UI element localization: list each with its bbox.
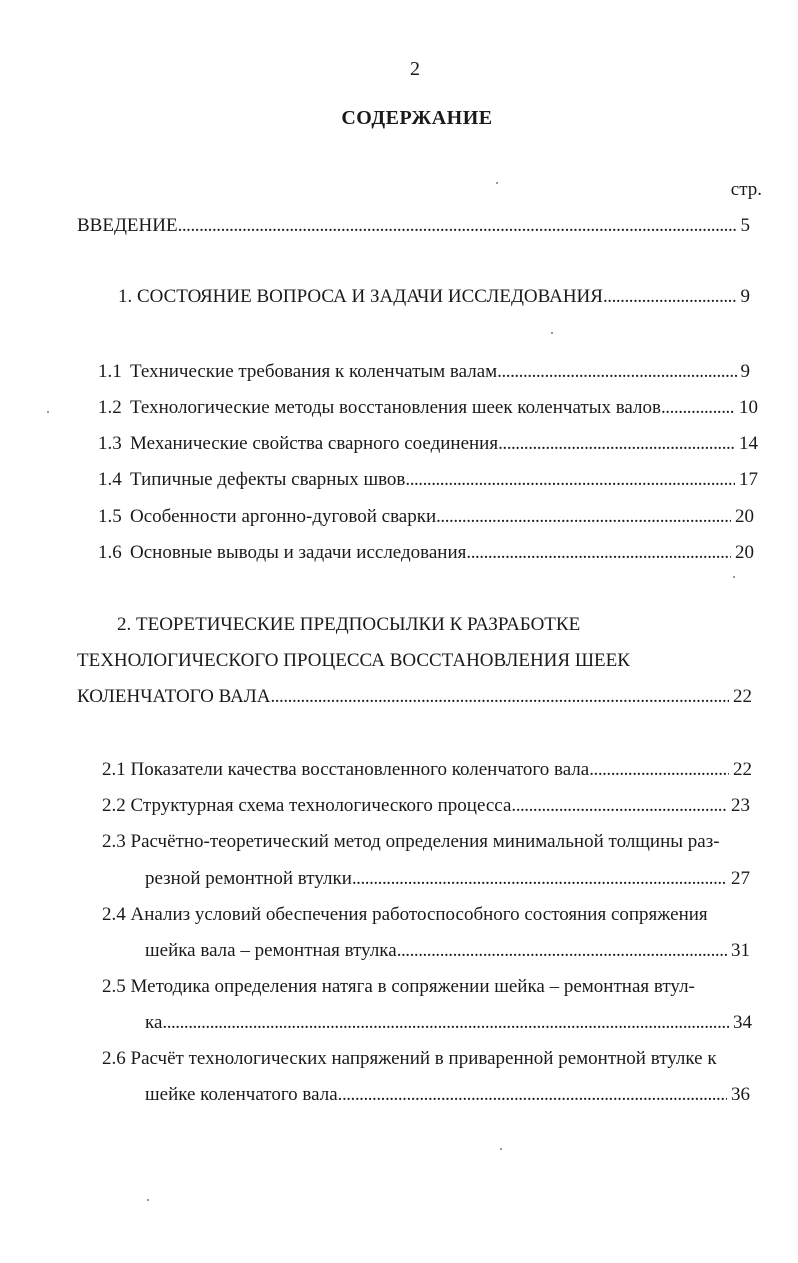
toc-entry-page: 20: [735, 542, 754, 563]
toc-entry-text: 2.1 Показатели качества восстановленного коленчатого вала: [102, 759, 590, 780]
page-column-label: стр.: [730, 179, 762, 200]
toc-entry-page: 9: [740, 286, 750, 307]
toc-entry-page: 22: [733, 759, 752, 780]
toc-entry-1-1: [98, 361, 750, 383]
toc-entry-text: резной ремонтной втулки: [145, 868, 352, 889]
toc-entry-page: 22: [733, 686, 752, 707]
toc-entry-number: 1.4: [98, 469, 122, 490]
toc-entry-text: ка: [145, 1012, 163, 1033]
scan-speck: [147, 1199, 149, 1201]
dot-leader: [511, 795, 727, 817]
toc-entry-2-5-line-1: 2.5 Методика определения натяга в сопряжении шейка – ремонтная втул-: [102, 976, 695, 997]
dot-leader: [498, 433, 735, 455]
toc-entry-page: 36: [731, 1084, 750, 1105]
toc-entry-page: 14: [739, 433, 758, 454]
scan-speck: [496, 182, 498, 184]
toc-entry-2-1: [102, 759, 752, 781]
dot-leader: [397, 940, 727, 962]
toc-entry-2-6: [145, 1084, 750, 1106]
dot-leader: [436, 506, 731, 528]
page-title: СОДЕРЖАНИЕ: [341, 107, 493, 129]
toc-entry-text: ВВЕДЕНИЕ: [77, 215, 178, 236]
toc-entry-2-2: [102, 795, 750, 817]
toc-entry-2-4-line-1: 2.4 Анализ условий обеспечения работоспособного состояния сопряжения: [102, 904, 708, 925]
toc-entry-page: 20: [735, 506, 754, 527]
toc-entry-2-4: [145, 940, 750, 962]
toc-entry-text: Технические требования к коленчатым валам: [130, 361, 498, 382]
toc-entry-chapter-2: [77, 686, 752, 708]
toc-entry-number: 1.5: [98, 506, 122, 527]
dot-leader: [603, 286, 737, 308]
toc-entry-text: 1. СОСТОЯНИЕ ВОПРОСА И ЗАДАЧИ ИССЛЕДОВАНИЯ: [118, 286, 603, 307]
dot-leader: [338, 1084, 727, 1106]
dot-leader: [589, 759, 729, 781]
toc-entry-1-5: [98, 506, 754, 528]
toc-entry-text: Технологические методы восстановления шеек коленчатых валов: [130, 397, 661, 418]
toc-entry-1-6: [98, 542, 754, 564]
toc-entry-text: шейка вала – ремонтная втулка: [145, 940, 397, 961]
toc-entry-2-3: [145, 868, 750, 890]
toc-chapter-2-line-1: 2. ТЕОРЕТИЧЕСКИЕ ПРЕДПОСЫЛКИ К РАЗРАБОТКЕ: [117, 614, 581, 635]
toc-entry-page: 34: [733, 1012, 752, 1033]
toc-entry-page: 23: [731, 795, 750, 816]
toc-entry-text: КОЛЕНЧАТОГО ВАЛА: [77, 686, 271, 707]
dot-leader: [405, 469, 735, 491]
dot-leader: [466, 542, 731, 564]
toc-entry-number: 1.6: [98, 542, 122, 563]
toc-entry-page: 27: [731, 868, 750, 889]
toc-entry-text: Особенности аргонно-дуговой сварки: [130, 506, 437, 527]
dot-leader: [162, 1012, 729, 1034]
toc-entry-page: 10: [739, 397, 758, 418]
toc-entry-2-5: [145, 1012, 752, 1034]
toc-entry-text: шейке коленчатого вала: [145, 1084, 338, 1105]
toc-chapter-2-line-2: ТЕХНОЛОГИЧЕСКОГО ПРОЦЕССА ВОССТАНОВЛЕНИЯ ШЕЕК: [77, 650, 630, 671]
scan-speck: [551, 332, 553, 334]
toc-entry-text: Основные выводы и задачи исследования: [130, 542, 467, 563]
dot-leader: [661, 397, 735, 419]
scan-speck: [500, 1148, 502, 1150]
toc-entry-number: 1.2: [98, 397, 122, 418]
toc-entry-intro: [77, 215, 750, 237]
dot-leader: [178, 215, 737, 237]
toc-entry-number: 1.1: [98, 361, 122, 382]
toc-entry-1-3: [98, 433, 758, 455]
toc-entry-page: 9: [740, 361, 750, 382]
toc-entry-text: 2.2 Структурная схема технологического процесса: [102, 795, 512, 816]
toc-entry-text: Механические свойства сварного соединения: [130, 433, 499, 454]
toc-entry-1-2: [98, 397, 758, 419]
toc-entry-page: 31: [731, 940, 750, 961]
toc-entry-text: Типичные дефекты сварных швов: [130, 469, 406, 490]
scan-speck: [47, 411, 49, 413]
page-number: 2: [410, 58, 420, 80]
dot-leader: [497, 361, 736, 383]
scan-speck: [733, 576, 735, 578]
toc-entry-1-4: [98, 469, 758, 491]
dot-leader: [270, 686, 729, 708]
toc-entry-page: 17: [739, 469, 758, 490]
dot-leader: [352, 868, 727, 890]
toc-entry-chapter-1: [118, 286, 750, 308]
toc-entry-2-3-line-1: 2.3 Расчётно-теоретический метод определения минимальной толщины раз-: [102, 831, 720, 852]
toc-entry-2-6-line-1: 2.6 Расчёт технологических напряжений в приваренной ремонтной втулке к: [102, 1048, 717, 1069]
toc-entry-number: 1.3: [98, 433, 122, 454]
toc-entry-page: 5: [740, 215, 750, 236]
